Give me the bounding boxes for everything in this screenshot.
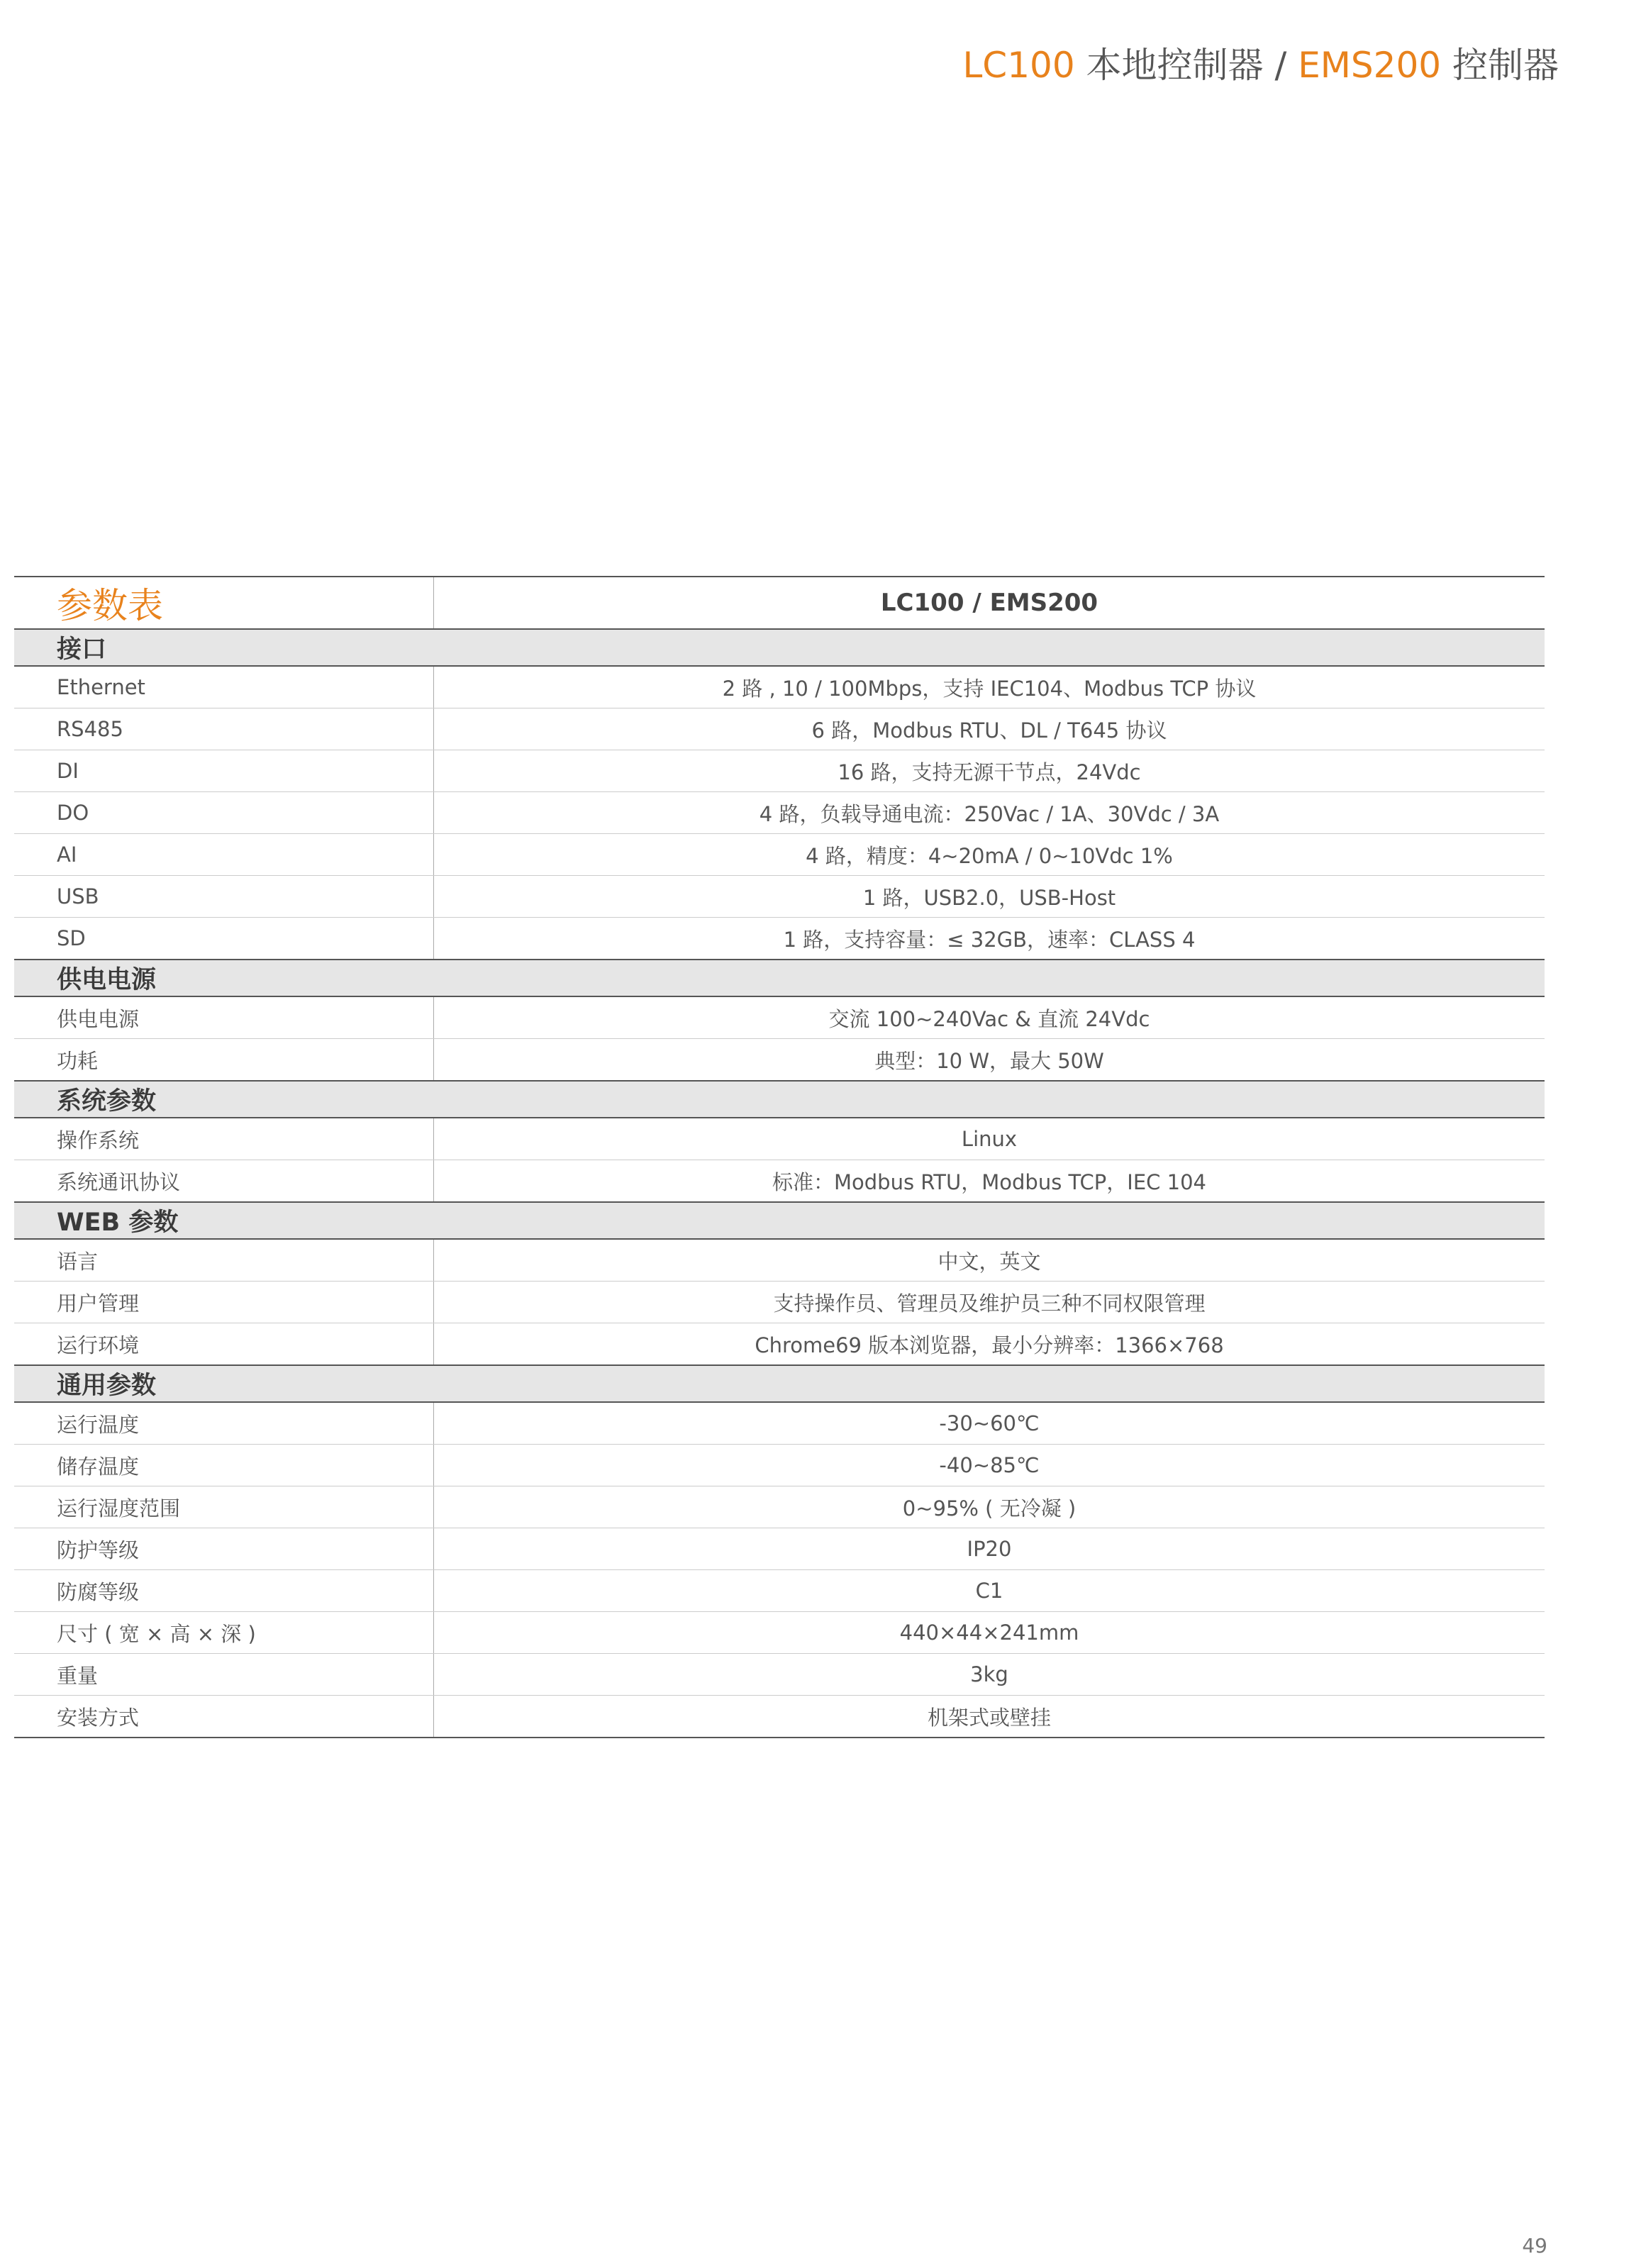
table-row [14, 1612, 1545, 1654]
row-value: 典型：10 W，最大 50W [434, 1039, 1545, 1082]
table-row [14, 1696, 1545, 1738]
table-row [14, 708, 1545, 750]
section-title: 通用参数 [14, 1365, 1545, 1402]
row-label: 运行湿度范围 [14, 1486, 434, 1528]
header-name-local-controller: 本地控制器 / [1074, 45, 1298, 86]
table-row [14, 750, 1545, 792]
spec-table [14, 576, 1545, 1738]
section-header-row [14, 1365, 1545, 1402]
section-header-row [14, 1202, 1545, 1239]
header-model-lc100: LC100 [962, 45, 1075, 86]
row-label: RS485 [14, 708, 434, 750]
table-row [14, 996, 1545, 1039]
table-row [14, 834, 1545, 876]
row-value: 支持操作员、管理员及维护员三种不同权限管理 [434, 1282, 1545, 1323]
table-row [14, 1323, 1545, 1366]
row-value: IP20 [434, 1528, 1545, 1570]
table-row [14, 1402, 1545, 1445]
row-label: 运行环境 [14, 1323, 434, 1366]
table-row [14, 1445, 1545, 1486]
row-label: Ethernet [14, 666, 434, 708]
row-value: -40~85℃ [434, 1445, 1545, 1486]
row-value: -30~60℃ [434, 1402, 1545, 1445]
page-number: 49 [1522, 2234, 1547, 2257]
table-row [14, 1239, 1545, 1282]
table-header-row [14, 577, 1545, 629]
row-label: 重量 [14, 1654, 434, 1696]
table-row [14, 1528, 1545, 1570]
row-value: C1 [434, 1570, 1545, 1612]
table-row [14, 1570, 1545, 1612]
row-value: Linux [434, 1118, 1545, 1160]
row-value: 4 路，负载导通电流：250Vac / 1A、30Vdc / 3A [434, 792, 1545, 834]
row-label: DO [14, 792, 434, 834]
row-label: SD [14, 918, 434, 960]
table-row [14, 1039, 1545, 1082]
row-value: 交流 100~240Vac & 直流 24Vdc [434, 996, 1545, 1039]
table-row [14, 1282, 1545, 1323]
row-label: 供电电源 [14, 996, 434, 1039]
table-title: 参数表 [14, 577, 434, 629]
table-row [14, 666, 1545, 708]
row-value: 440×44×241mm [434, 1612, 1545, 1654]
row-value: 3kg [434, 1654, 1545, 1696]
table-row [14, 1654, 1545, 1696]
row-value: 标准：Modbus RTU，Modbus TCP，IEC 104 [434, 1160, 1545, 1203]
row-label: 操作系统 [14, 1118, 434, 1160]
row-value: 16 路，支持无源干节点，24Vdc [434, 750, 1545, 792]
table-row [14, 1160, 1545, 1203]
row-value: 6 路，Modbus RTU、DL / T645 协议 [434, 708, 1545, 750]
row-label: USB [14, 876, 434, 918]
row-label: 运行温度 [14, 1402, 434, 1445]
section-header-row [14, 1081, 1545, 1118]
table-row [14, 918, 1545, 960]
section-title: WEB 参数 [14, 1202, 1545, 1239]
row-label: DI [14, 750, 434, 792]
table-row [14, 792, 1545, 834]
row-label: 系统通讯协议 [14, 1160, 434, 1203]
table-row [14, 1118, 1545, 1160]
section-header-row [14, 629, 1545, 666]
row-value: 中文，英文 [434, 1239, 1545, 1282]
row-value: Chrome69 版本浏览器，最小分辨率：1366×768 [434, 1323, 1545, 1366]
table-row [14, 1486, 1545, 1528]
row-label: 储存温度 [14, 1445, 434, 1486]
table-model-header: LC100 / EMS200 [434, 577, 1545, 629]
row-label: 用户管理 [14, 1282, 434, 1323]
row-value: 0~95% ( 无冷凝 ) [434, 1486, 1545, 1528]
section-title: 系统参数 [14, 1081, 1545, 1118]
section-title: 接口 [14, 629, 1545, 666]
row-value: 1 路，支持容量：≤ 32GB，速率：CLASS 4 [434, 918, 1545, 960]
section-header-row [14, 960, 1545, 996]
row-label: 功耗 [14, 1039, 434, 1082]
row-label: 尺寸 ( 宽 × 高 × 深 ) [14, 1612, 434, 1654]
page-header-title [962, 37, 1559, 88]
row-label: 防腐等级 [14, 1570, 434, 1612]
header-model-ems200: EMS200 [1298, 45, 1442, 86]
section-title: 供电电源 [14, 960, 1545, 996]
row-label: 防护等级 [14, 1528, 434, 1570]
row-label: 语言 [14, 1239, 434, 1282]
row-label: 安装方式 [14, 1696, 434, 1738]
row-value: 机架式或壁挂 [434, 1696, 1545, 1738]
header-name-controller: 控制器 [1441, 45, 1559, 86]
row-label: AI [14, 834, 434, 876]
row-value: 4 路，精度：4~20mA / 0~10Vdc 1% [434, 834, 1545, 876]
row-value: 1 路，USB2.0，USB-Host [434, 876, 1545, 918]
table-row [14, 876, 1545, 918]
row-value: 2 路 , 10 / 100Mbps，支持 IEC104、Modbus TCP 协议 [434, 666, 1545, 708]
